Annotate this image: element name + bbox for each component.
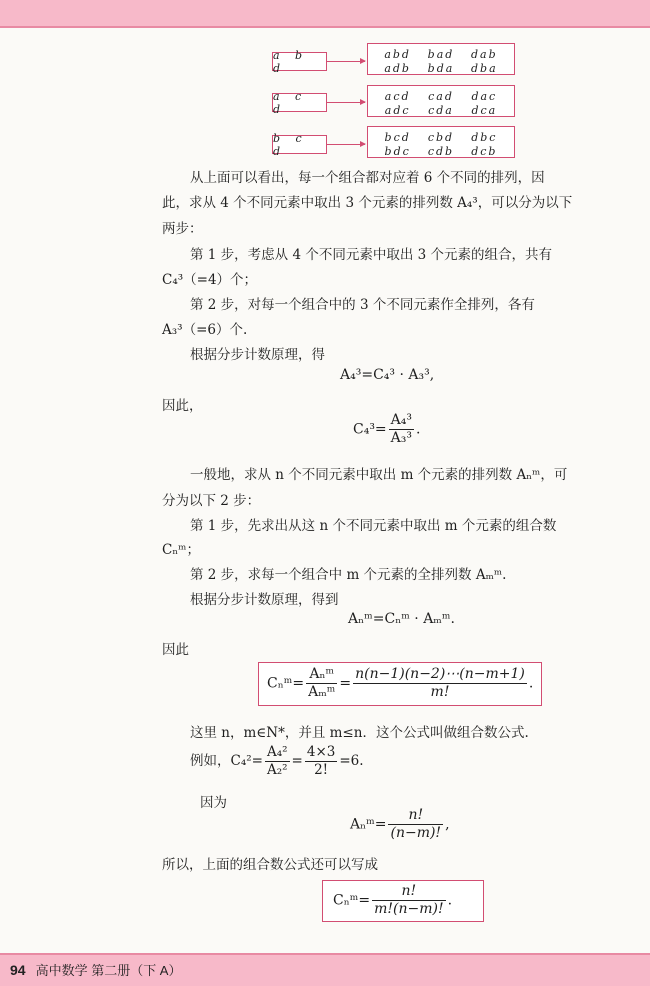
equation-3: Aₙᵐ=Cₙᵐ · Aₘᵐ. [348, 611, 455, 627]
top-band [0, 0, 650, 26]
denominator: 2! [314, 762, 329, 778]
perm: dab [470, 48, 498, 61]
paragraph: C₄³（=4）个； [162, 272, 258, 288]
denominator: A₃³ [390, 430, 413, 446]
paragraph: 从上面可以看出，每一个组合都对应着 6 个不同的排列，因 [190, 170, 545, 186]
example-end: =6. [339, 753, 364, 769]
combo-box-3: b c d [272, 135, 327, 154]
perm-box-3 [367, 126, 515, 158]
paragraph: 第 2 步，求每一个组合中 m 个元素的全排列数 Aₘᵐ. [190, 567, 507, 583]
fraction [353, 666, 527, 701]
denominator: m! [430, 684, 450, 700]
example-lhs: 例如，C₄²= [190, 753, 263, 769]
perm: dba [470, 62, 498, 75]
equals: = [291, 753, 303, 769]
combo-box-1: a b d [272, 52, 327, 71]
perm: bad [427, 48, 455, 61]
numerator: n! [372, 883, 445, 901]
fraction [306, 666, 337, 701]
formula-1 [267, 666, 533, 701]
equation-2 [353, 412, 420, 447]
perm: bdc [384, 145, 411, 158]
numerator: A₄² [266, 744, 288, 760]
equation-4 [350, 807, 450, 842]
paragraph: 因为 [200, 795, 227, 811]
perm: dcb [471, 145, 498, 158]
denominator: A₂² [266, 762, 288, 778]
paragraph: 第 1 步，先求出从这 n 个不同元素中取出 m 个元素的组合数 [190, 518, 557, 534]
footer [10, 960, 181, 979]
perm: acd [384, 90, 411, 103]
perm: adb [384, 62, 411, 75]
combo-box-2: a c d [272, 93, 327, 112]
perm: adc [384, 104, 411, 117]
perm: cad [428, 90, 454, 103]
paragraph: 第 1 步，考虑从 4 个不同元素中取出 3 个元素的组合，共有 [190, 247, 553, 263]
paragraph: 所以，上面的组合数公式还可以写成 [162, 857, 378, 873]
perm-box-1 [367, 43, 515, 75]
perm: bcd [384, 131, 411, 144]
formula-2 [333, 883, 452, 918]
arrow-2 [327, 102, 365, 103]
fraction [305, 744, 338, 779]
fraction [389, 412, 414, 447]
eq-lhs: Aₙᵐ= [350, 816, 387, 833]
perm: dbc [471, 131, 498, 144]
formula-lhs: Cₙᵐ= [267, 675, 305, 692]
perm: abd [384, 48, 411, 61]
perm: cda [428, 104, 454, 117]
paragraph: 这里 n，m∈N*，并且 m≤n．这个公式叫做组合数公式. [190, 725, 529, 741]
eq-end: . [416, 421, 421, 438]
arrow-3 [327, 144, 365, 145]
fraction [388, 807, 443, 842]
fraction [265, 744, 290, 779]
paragraph: A₃³（=6）个. [162, 322, 248, 338]
paragraph: 分为以下 2 步： [162, 493, 261, 509]
perm: bda [427, 62, 455, 75]
paragraph: 此，求从 4 个不同元素中取出 3 个元素的排列数 A₄³，可以分为以下 [162, 195, 573, 211]
perm-box-2 [367, 85, 515, 117]
eq-lhs: C₄³= [353, 421, 387, 438]
numerator: n! [388, 807, 443, 825]
paragraph: Cₙᵐ； [162, 542, 200, 558]
paragraph: 根据分步计数原理，得 [190, 347, 325, 363]
formula-end: . [528, 675, 534, 692]
fraction [372, 883, 445, 918]
denominator: m!(n−m)! [374, 901, 444, 917]
perm: dac [471, 90, 498, 103]
arrow-1 [327, 61, 365, 62]
denominator: Aₘᵐ [308, 684, 336, 700]
eq-end: , [445, 816, 450, 833]
formula-lhs: Cₙᵐ= [333, 892, 371, 909]
equals: = [339, 675, 352, 692]
formula-end: . [447, 892, 453, 909]
paragraph: 因此 [162, 642, 189, 658]
top-rule [0, 26, 650, 28]
paragraph: 一般地，求从 n 个不同元素中取出 m 个元素的排列数 Aₙᵐ，可 [190, 467, 568, 483]
numerator: Aₙᵐ [306, 666, 337, 684]
page-number: 94 [10, 962, 26, 978]
paragraph: 第 2 步，对每一个组合中的 3 个不同元素作全排列，各有 [190, 297, 535, 313]
numerator: n(n−1)(n−2)⋯(n−m+1) [355, 666, 525, 682]
book-title: 高中数学 第二册（下 A） [35, 963, 182, 978]
paragraph: 根据分步计数原理，得到 [190, 592, 339, 608]
combination-formula-box [258, 662, 542, 706]
example-line [190, 744, 364, 779]
paragraph: 因此， [162, 398, 203, 414]
paragraph: 两步： [162, 221, 203, 237]
perm: cdb [427, 145, 455, 158]
perm: dca [471, 104, 498, 117]
equation-1: A₄³=C₄³ · A₃³, [340, 367, 435, 383]
perm: cbd [427, 131, 455, 144]
numerator: A₄³ [390, 412, 413, 428]
denominator: (n−m)! [390, 825, 442, 841]
combination-formula-box-2 [322, 880, 484, 922]
numerator: 4×3 [306, 744, 336, 760]
